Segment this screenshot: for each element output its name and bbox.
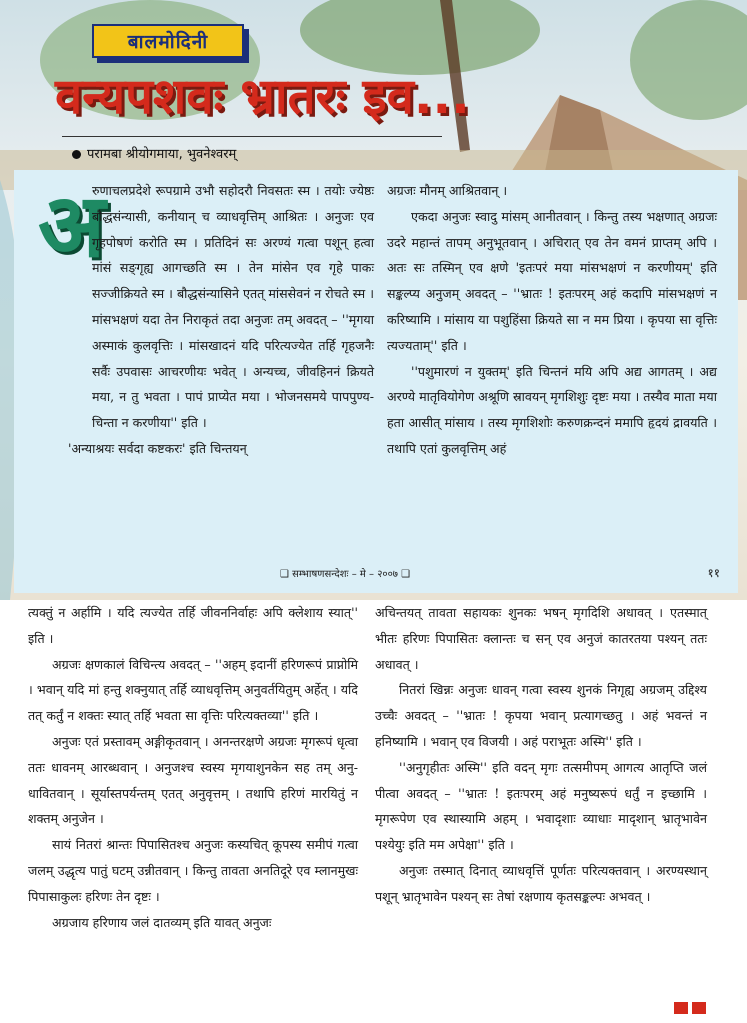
page-number: ११ [707,566,720,580]
author-byline [72,144,452,166]
paragraph: 'अन्याश्रयः सर्वदा कष्टकरः' इति चिन्तयन् [68,440,247,456]
paragraph: ''अनुगृहीतः अस्मि'' इति वदन् मृगः तत्समीपम् आगत्य आतृप्ति जलं पीत्वा अवदत् – ''भ्रातः ! इतःपरम् अहं मनुष्यरूपं धर्तुं न इच्छामि । मृगरूपेण एव स्थास्यामि अहम् । भवादृशाः व्याधाः मादृशान् भ्रातृभावेन पश्येयुः इति मम अपेक्षा'' इति । [375,759,707,853]
foliage-top-right [630,0,747,120]
paragraph: नितरां खिन्नः अनुजः धावन् गत्वा स्वस्य शुनकं निगृह्य अग्रजम् उद्दिश्य उच्चैः अवदत् – ''भ्रातः ! कृपया भवान् प्रत्यागच्छतु । अहं भवन्तं न हनिष्यामि । भवान् एव विजयी । अहं पराभूतः अस्मि'' इति । [375,682,707,749]
paragraph: अनुजः तस्मात् दिनात् व्याधवृत्तिं पूर्णतः परित्यक्तवान् । अरण्यस्थान् पशून् भ्रातृभावेन पश्यन् सः तेषां रक्षणाय कृतसङ्कल्पः अभवत् । [375,862,707,904]
paragraph: अनुजः एतं प्रस्तावम् अङ्गीकृतवान् । अनन्तरक्षणे अग्रजः मृगरूपं धृत्वा ततः धावनम् आरब्धवान् । अनुजश्च स्वस्य मृगयाशुनकेन सह तम् अनु-धावितवान् । सूर्यास्तपर्यन्तम् एतत् अनुवृत्तम् । तथापि हरिणं मारयितुं न शक्तम् अनुजेन । [28,733,358,827]
paragraph: अचिन्तयत् तावता सहायकः शुनकः भषन् मृगदिशि अधावत् । एतस्मात् भीतः हरिणः पिपासितः क्लान्तः च सन् एव अनुजं कातरतया पश्यन् ततः अधावत् । [375,605,707,672]
paragraph: रुणाचलप्रदेशे रूपग्रामे उभौ सहोदरौ निवसतः स्म । तयोः ज्येष्ठः बौद्धसंन्यासी, कनीयान् च व्याधवृत्तिम् आश्रितः । अनुजः एव गृहपोषणं करोति स्म । प्रतिदिनं सः अरण्यं गत्वा पशून् हत्वा मांसं सङ्गृह्य आगच्छति स्म । तेन मांसेन एव गृहे पाकः सज्जीक्रियते स्म । बौद्धसंन्यासिने एतत् मांससेवनं न रोचते स्म । मांसभक्षणं यदा तेन निराकृतं तदा अनुजः तम् अवदत् – ''मृगया अस्माकं कुलवृत्तिः । मांसखादनं यदि परित्यज्येत तर्हि गृहजनैः सर्वैः उपवासः आचरणीयः भवेत् । अन्यच्च, जीवहिननं क्रियते मया, न तु भवता । पापं प्राप्येत मया । भोजनसमये पापपुण्य-चिन्ता न करणीया'' इति । [92,183,374,431]
paragraph: एकदा अनुजः स्वादु मांसम् आनीतवान् । किन्तु तस्य भक्षणात् अग्रजः उदरे महान्तं तापम् अनुभूतवान् । अचिरात् एव तेन वमनं प्राप्तम् अपि । अतः सः तस्मिन् एव क्षणे 'इतःपरं मया मांसभक्षणं न करणीयम्' इति सङ्कल्प्य अनुजम् अवदत् – ''भ्रातः ! इतःपरम् अहं कदापि मांसभक्षणं न करिष्यामि । मांसाय या पशुहिंसा क्रियते सा न मम प्रिया । कृपया सा वृत्तिः त्यज्यताम्'' इति । [387,208,717,353]
bullet-icon [72,150,81,159]
paragraph: ''पशुमारणं न युक्तम्' इति चिन्तनं मयि अपि अद्य आगतम् । अद्य अरण्ये मातृवियोगेण अश्रूणि स्रावयन् मृगशिशुः दृष्टः मया । तस्यैव माता मया हता आसीत् मांसाय । तस्य मृगशिशोः करुणक्रन्दनं ममापि हृदयं द्रावयति । तथापि एतां कुलवृत्तिम् अहं [387,363,717,456]
paragraph: सायं नितरां श्रान्तः पिपासितश्च अनुजः कस्यचित् कूपस्य समीपं गत्वा जलम् उद्धृत्य पातुं घटम् उन्नीतवान् । किन्तु तावता अनतिदूरे एव म्लानमुखः पिपासाकुलः हरिणः तेन दृष्टः । [28,837,358,904]
foliage-right [300,0,540,75]
magazine-footer: ❑ सम्भाषणसन्देशः – मे – २००७ ❑ [280,569,411,580]
paragraph: अग्रजः क्षणकालं विचिन्त्य अवदत् – ''अहम् इदानीं हरिणरूपं प्राप्नोमि । भवान् यदि मां हन्तु शक्नुयात् तर्हि व्याधवृत्तिम् अनुवर्तयितुम् अर्हेत् । यदि तत् कर्तुं न शक्तः स्यात् तर्हि भवता सा वृत्तिः परित्यक्तव्या'' इति । [28,656,358,724]
column-bottom-left [28,600,358,935]
column-bottom-right [375,600,707,910]
section-tag: बालमोदिनी [92,24,244,58]
column-top-right [387,178,717,462]
page-title: वन्यपशवः भ्रातरः इव... [55,68,470,125]
drop-cap: अ [38,174,106,277]
column-top-left [44,178,374,462]
end-square-icon [674,1002,688,1014]
end-marker [674,1002,708,1014]
paragraph: त्यक्तुं न अर्हामि । यदि त्यज्येत तर्हि जीवननिर्वाहः अपि क्लेशाय स्यात्'' इति । [28,605,358,646]
end-square-icon [692,1002,706,1014]
author-name: परामबा श्रीयोगमाया, भुवनेश्वरम् [87,147,237,162]
title-divider [62,136,442,137]
paragraph: अग्रजः मौनम् आश्रितवान् । [387,183,508,198]
paragraph: अग्रजाय हरिणाय जलं दातव्यम् इति यावत् अनुजः [52,914,272,930]
